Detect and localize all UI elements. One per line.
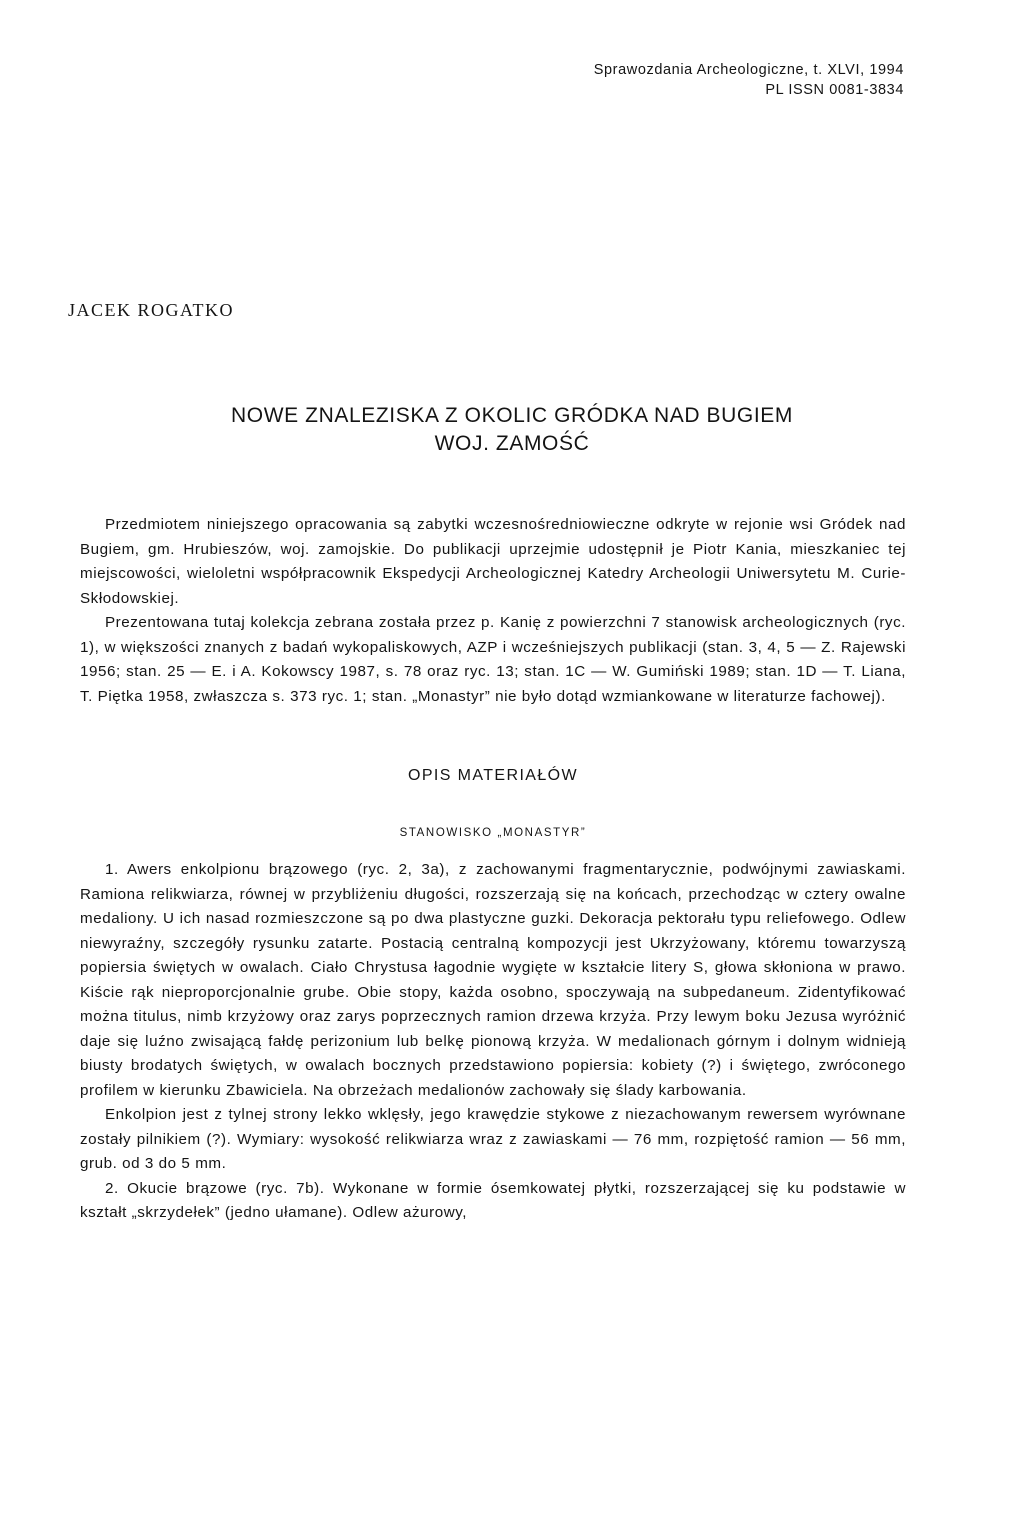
title-line-1: NOWE ZNALEZISKA Z OKOLIC GRÓDKA NAD BUGIEM bbox=[231, 404, 793, 427]
item-1-continuation: Enkolpion jest z tylnej strony lekko wklęsły, jego krawędzie stykowe z niezachowanym rewersem wyrównane zostały pilnikiem (?). Wymiary: wysokość relikwiarza wraz z zawiaskami — 76 mm, rozpiętość ramion — 56 mm, grub. od 3 do 5 mm. bbox=[80, 1106, 906, 1172]
subsection-heading: STANOWISKO „MONASTYR” bbox=[399, 827, 587, 839]
intro-paragraph-2: Prezentowana tutaj kolekcja zebrana została przez p. Kanię z powierzchni 7 stanowisk archeologicznych (ryc. 1), w większości znanych z badań wykopaliskowych, AZP i wcześniejszych publikacji (stan. 3, 4, 5 — Z. Rajewski 1956; stan. 25 — E. i A. Kokowscy 1987, s. 78 oraz ryc. 13; stan. 1C — W. Gumiński 1989; stan. 1D — T. Liana, T. Piętka 1958, zwłaszcza s. 373 ryc. 1; stan. „Monastyr” nie było dotąd wzmiankowane w literaturze fachowej). bbox=[80, 614, 906, 705]
item-1-paragraph: 1. Awers enkolpionu brązowego (ryc. 2, 3a), z zachowanymi fragmentarycznie, podwójnymi zawiaskami. Ramiona relikwiarza, równej w przybliżeniu długości, rozszerzają się na końcach, przechodząc w cztery owalne medaliony. U ich nasad rozmieszczone są po dwa plastyczne guzki. Dekoracja pektorału typu reliefowego. Odlew niewyraźny, szczegóły rysunku zatarte. Postacią centralną kompozycji jest Ukrzyżowany, któremu towarzyszą popiersia świętych w owalach. Ciało Chrystusa łagodnie wygięte w kształcie litery S, głowa skłoniona w prawo. Kiście rąk nieproporcjonalnie grube. Obie stopy, każda osobno, spoczywają na subpedaneum. Zidentyfikować można titulus, nimb krzyżowy oraz zarys poprzecznych ramion drzewa krzyża. Przy lewym boku Jezusa wyróżnić daje się luźno zwisającą fałdę perizonium lub belkę pionową krzyża. W medalionach górnym i dolnym widnieją biusty brodatych świętych, w owalach bocznych przedstawiono popiersia: kobiety (?) i świętego, zwróconego profilem w kierunku Zbawiciela. Na obrzeżach medalionów zachowały się ślady karbowania. bbox=[80, 861, 906, 1099]
article-body bbox=[80, 513, 906, 1226]
title-line-2: WOJ. ZAMOŚĆ bbox=[434, 432, 590, 455]
journal-header bbox=[594, 60, 904, 100]
section-heading: OPIS MATERIAŁÓW bbox=[407, 767, 579, 784]
author-name: JACEK ROGATKO bbox=[68, 300, 235, 320]
issn: PL ISSN 0081-3834 bbox=[765, 82, 904, 98]
intro-paragraph-1: Przedmiotem niniejszego opracowania są zabytki wczesnośredniowieczne odkryte w rejonie wsi Gródek nad Bugiem, gm. Hrubieszów, woj. zamojskie. Do publikacji uprzejmie udostępnił je Piotr Kania, mieszkaniec tej miejscowości, wieloletni współpracownik Ekspedycji Archeologicznej Katedry Archeologii Uniwersytetu M. Curie-Skłodowskiej. bbox=[80, 516, 906, 607]
item-2-paragraph: 2. Okucie brązowe (ryc. 7b). Wykonane w formie ósemkowatej płytki, rozszerzającej się ku podstawie w kształt „skrzydełek” (jedno ułamane). Odlew ażurowy, bbox=[80, 1179, 906, 1221]
article-title bbox=[0, 402, 1024, 458]
journal-citation: Sprawozdania Archeologiczne, t. XLVI, 1994 bbox=[593, 62, 904, 78]
